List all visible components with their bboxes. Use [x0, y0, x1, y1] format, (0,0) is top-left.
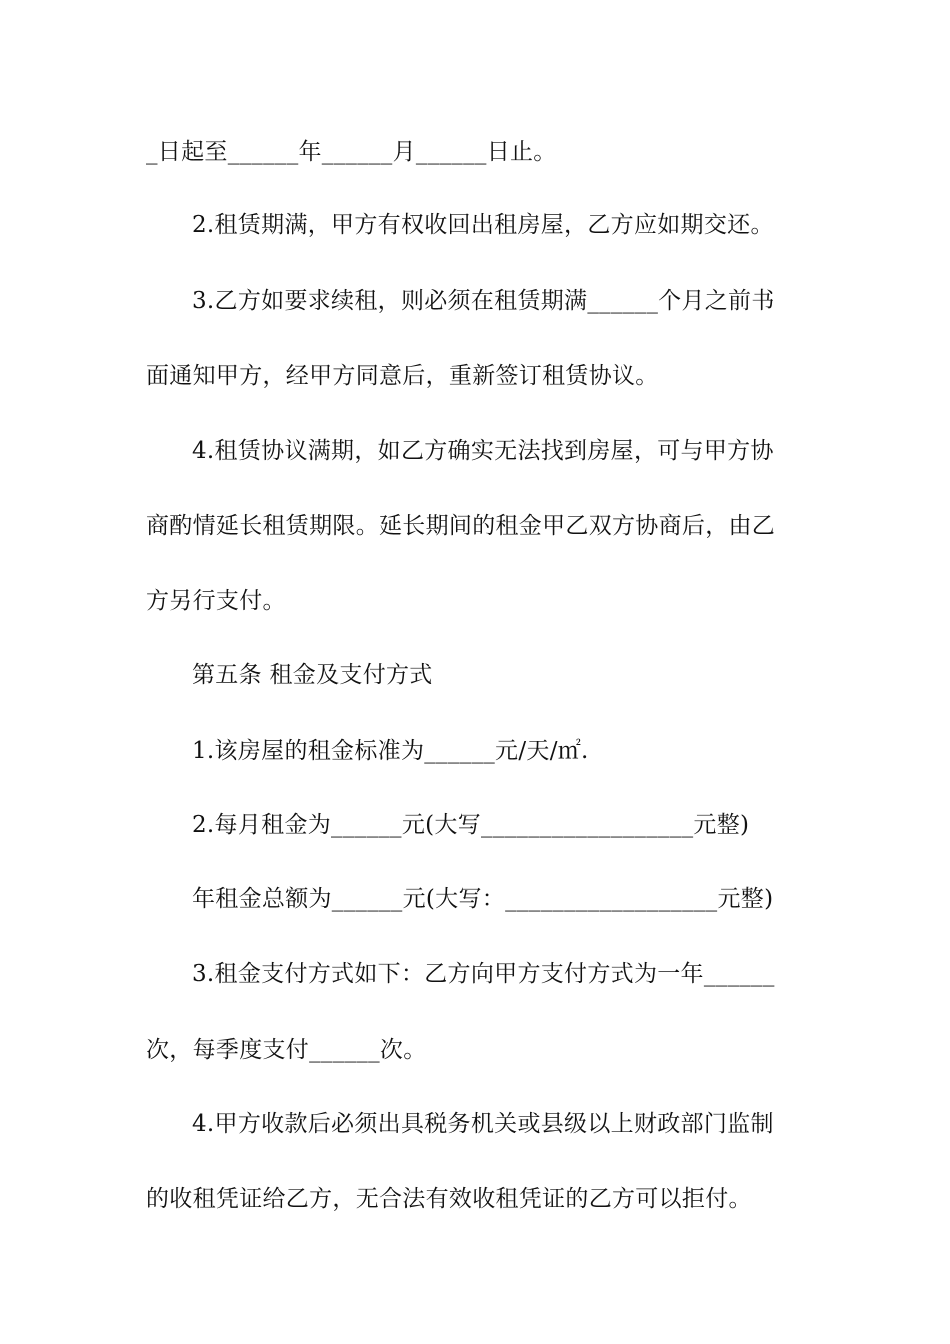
- text-line-item-3-continued: 面通知甲方，经甲方同意后，重新签订租赁协议。: [146, 363, 659, 389]
- text-line-item-2-lease-expiry: 2.租赁期满，甲方有权收回出租房屋，乙方应如期交还。: [192, 212, 774, 238]
- text-line-payment-method-continued: 次，每季度支付______次。: [146, 1037, 427, 1063]
- text-line-rent-standard: 1.该房屋的租金标准为______元/天/㎡.: [192, 738, 589, 764]
- text-line-annual-rent: 年租金总额为______元(大写：__________________元整): [192, 886, 774, 912]
- text-line-item-4-end: 方另行支付。: [146, 588, 286, 614]
- text-line-receipt-requirement-continued: 的收租凭证给乙方，无合法有效收租凭证的乙方可以拒付。: [146, 1186, 752, 1212]
- text-line-monthly-rent: 2.每月租金为______元(大写__________________元整): [192, 812, 750, 838]
- text-line-receipt-requirement: 4.甲方收款后必须出具税务机关或县级以上财政部门监制: [192, 1111, 774, 1137]
- text-line-item-4-continued: 商酌情延长租赁期限。延长期间的租金甲乙双方协商后，由乙: [146, 513, 776, 539]
- text-line-item-4-extension: 4.租赁协议满期，如乙方确实无法找到房屋，可与甲方协: [192, 438, 774, 464]
- section-heading-article-5: 第五条 租金及支付方式: [192, 662, 433, 688]
- text-line-payment-method: 3.租金支付方式如下：乙方向甲方支付方式为一年______: [192, 961, 775, 987]
- text-line-item-3-renewal: 3.乙方如要求续租，则必须在租赁期满______个月之前书: [192, 288, 775, 314]
- text-line-lease-term-end: _日起至______年______月______日止。: [146, 139, 557, 165]
